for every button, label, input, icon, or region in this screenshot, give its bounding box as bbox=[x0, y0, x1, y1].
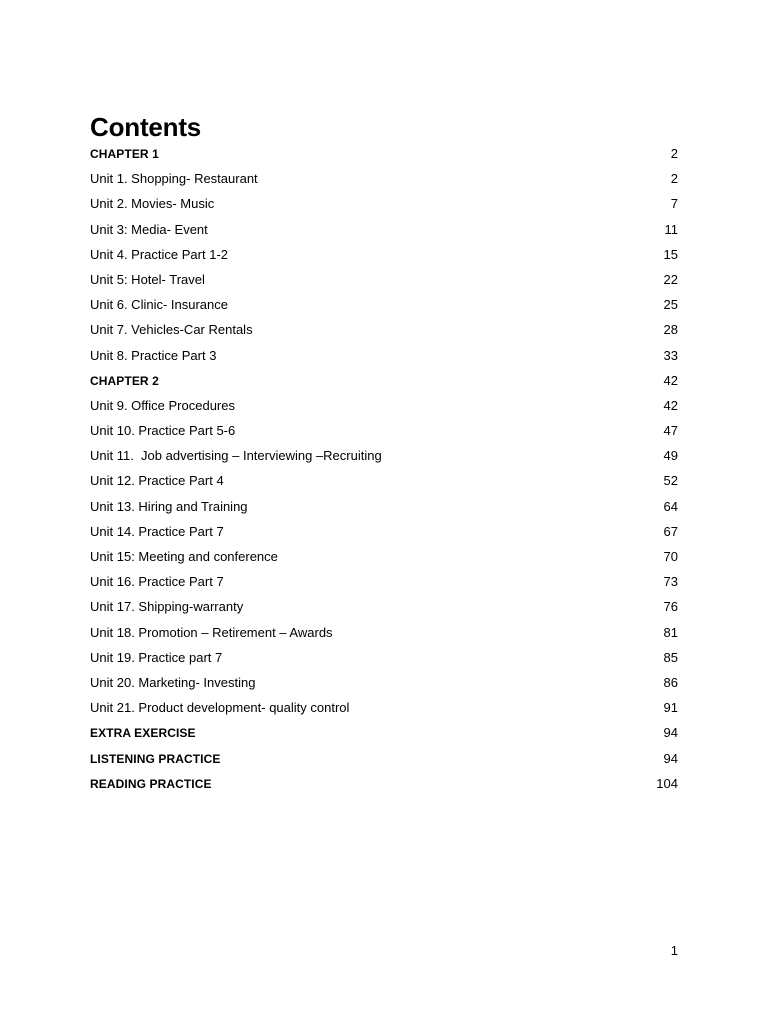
toc-entry-page: 64 bbox=[663, 498, 678, 514]
toc-entry-page: 81 bbox=[663, 624, 678, 640]
toc-entry-page: 85 bbox=[663, 649, 678, 665]
toc-entry[interactable] bbox=[90, 418, 678, 443]
toc-entry-title: Unit 15: Meeting and conference bbox=[90, 549, 278, 564]
toc-entry[interactable] bbox=[90, 242, 678, 267]
table-of-contents bbox=[90, 141, 678, 796]
toc-entry-title: CHAPTER 2 bbox=[90, 373, 159, 388]
toc-entry-page: 42 bbox=[663, 397, 678, 413]
toc-entry[interactable] bbox=[90, 317, 678, 342]
toc-entry-page: 2 bbox=[670, 171, 678, 187]
toc-entry-title: Unit 17. Shipping-warranty bbox=[90, 599, 244, 615]
toc-entry[interactable] bbox=[90, 620, 678, 645]
toc-entry[interactable] bbox=[90, 267, 678, 292]
toc-entry-page: 7 bbox=[670, 196, 678, 212]
toc-entry-title: Unit 13. Hiring and Training bbox=[90, 498, 248, 514]
toc-entry-page: 42 bbox=[663, 372, 678, 388]
toc-entry-page: 73 bbox=[663, 574, 678, 590]
toc-entry-page: 47 bbox=[663, 423, 678, 439]
toc-entry[interactable] bbox=[90, 670, 678, 695]
toc-entry-page: 2 bbox=[670, 146, 678, 161]
toc-entry[interactable] bbox=[90, 494, 678, 519]
toc-entry[interactable] bbox=[90, 343, 678, 368]
toc-entry-title: Unit 3: Media- Event bbox=[90, 221, 208, 237]
toc-entry-title: Unit 11. Job advertising – Interviewing –Recruiting bbox=[90, 448, 382, 464]
toc-entry[interactable] bbox=[90, 468, 678, 493]
toc-entry-title: Unit 21. Product development- quality control bbox=[90, 700, 350, 716]
toc-entry[interactable] bbox=[90, 393, 678, 418]
page-title: Contents bbox=[90, 112, 202, 142]
toc-entry-page: 49 bbox=[663, 448, 678, 464]
toc-entry-page: 15 bbox=[663, 246, 678, 262]
toc-entry-title: Unit 7. Vehicles-Car Rentals bbox=[90, 322, 253, 338]
toc-entry-title: Unit 1. Shopping- Restaurant bbox=[90, 171, 258, 187]
toc-section-heading[interactable] bbox=[90, 771, 678, 796]
toc-entry-title: LISTENING PRACTICE bbox=[90, 751, 221, 766]
toc-entry-title: EXTRA EXERCISE bbox=[90, 726, 196, 741]
toc-entry[interactable] bbox=[90, 645, 678, 670]
toc-entry-page: 67 bbox=[663, 523, 678, 539]
toc-entry-page: 91 bbox=[663, 700, 678, 716]
toc-section-heading[interactable] bbox=[90, 746, 678, 771]
toc-entry-title: Unit 19. Practice part 7 bbox=[90, 649, 223, 665]
toc-entry-title: Unit 20. Marketing- Investing bbox=[90, 674, 256, 690]
toc-entry-page: 52 bbox=[663, 473, 678, 489]
toc-section-heading[interactable] bbox=[90, 141, 678, 166]
toc-entry[interactable] bbox=[90, 217, 678, 242]
toc-entry[interactable] bbox=[90, 569, 678, 594]
toc-entry-title: Unit 6. Clinic- Insurance bbox=[90, 297, 228, 313]
toc-entry[interactable] bbox=[90, 292, 678, 317]
toc-entry-page: 94 bbox=[663, 750, 678, 766]
toc-section-heading[interactable] bbox=[90, 720, 678, 745]
toc-entry-title: Unit 10. Practice Part 5-6 bbox=[90, 423, 236, 439]
toc-entry-page: 86 bbox=[663, 674, 678, 690]
toc-entry-title: Unit 4. Practice Part 1-2 bbox=[90, 246, 228, 262]
toc-entry-title: Unit 18. Promotion – Retirement – Awards bbox=[90, 624, 333, 640]
toc-entry-title: Unit 16. Practice Part 7 bbox=[90, 574, 224, 590]
toc-section-heading[interactable] bbox=[90, 368, 678, 393]
toc-entry-page: 104 bbox=[656, 775, 678, 791]
toc-entry-page: 94 bbox=[663, 725, 678, 741]
toc-entry-page: 22 bbox=[663, 271, 678, 287]
toc-entry-title: Unit 12. Practice Part 4 bbox=[90, 473, 224, 489]
toc-entry-page: 11 bbox=[664, 221, 678, 237]
toc-entry[interactable] bbox=[90, 191, 678, 216]
page-number: 1 bbox=[670, 943, 678, 958]
toc-entry-title: Unit 8. Practice Part 3 bbox=[90, 347, 217, 363]
toc-entry-page: 70 bbox=[663, 549, 678, 564]
toc-entry-title: Unit 5: Hotel- Travel bbox=[90, 271, 205, 287]
toc-entry[interactable] bbox=[90, 443, 678, 468]
toc-entry-title: Unit 9. Office Procedures bbox=[90, 397, 235, 413]
toc-entry-page: 33 bbox=[663, 347, 678, 363]
toc-entry-title: CHAPTER 1 bbox=[90, 147, 159, 161]
toc-entry-page: 76 bbox=[663, 599, 678, 615]
toc-entry-title: READING PRACTICE bbox=[90, 776, 212, 791]
toc-entry[interactable] bbox=[90, 695, 678, 720]
toc-entry[interactable] bbox=[90, 594, 678, 619]
toc-entry[interactable] bbox=[90, 519, 678, 544]
toc-entry-page: 28 bbox=[663, 322, 678, 338]
toc-entry[interactable] bbox=[90, 544, 678, 569]
toc-entry[interactable] bbox=[90, 166, 678, 191]
toc-entry-title: Unit 14. Practice Part 7 bbox=[90, 523, 224, 539]
toc-entry-page: 25 bbox=[663, 297, 678, 313]
toc-entry-title: Unit 2. Movies- Music bbox=[90, 196, 215, 212]
